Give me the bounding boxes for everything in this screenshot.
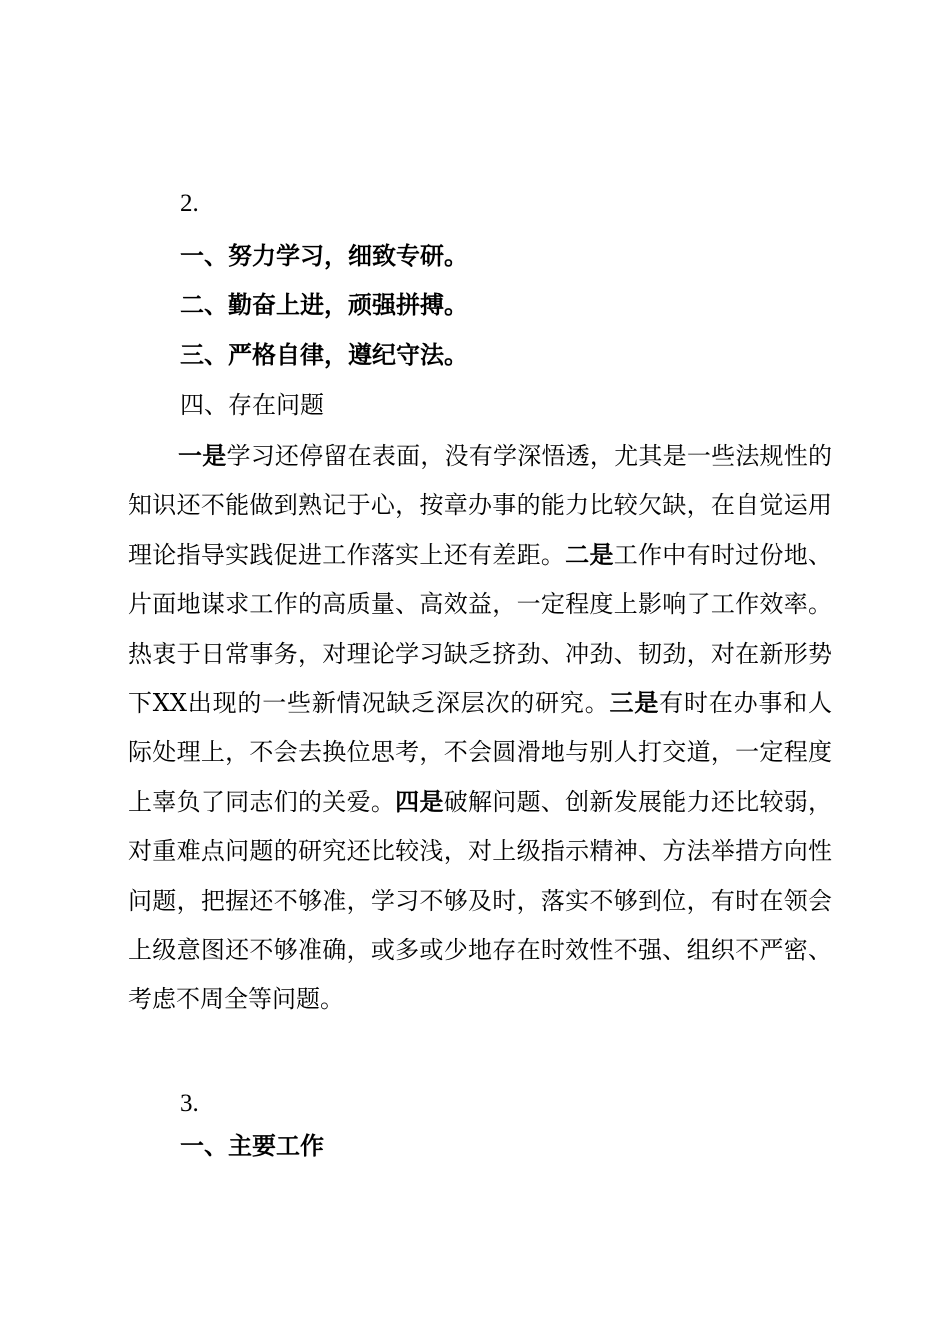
point-4-marker: 四是 (395, 787, 444, 816)
heading-main-work: 一、主要工作 (180, 1132, 324, 1160)
heading-problems: 四、存在问题 (180, 391, 324, 419)
point-2-marker: 二是 (565, 540, 614, 569)
heading-study: 一、努力学习，细致专研。 (180, 242, 468, 270)
point-1-text: 学习还停留在表面，没有学深悟透，尤其是一些法规性的知识还不能做到熟记于心，按章办事的能力比较欠缺，在自觉运用理论指导实践促进工作落实上还有差距。 (128, 442, 833, 569)
heading-diligence: 二、勤奋上进，顽强拼搏。 (180, 291, 468, 319)
section-number-2: 2. (180, 190, 199, 217)
section-number-3: 3. (180, 1090, 199, 1117)
problems-paragraph (128, 432, 832, 1025)
point-2-text: 工作中有时过份地、片面地谋求工作的高质量、高效益，一定程度上影响了工作效率。热衷于日常事务，对理论学习缺乏挤劲、冲劲、韧劲，对在新形势下XX出现的一些新情况缺乏深层次的研究。 (128, 540, 833, 718)
point-1-marker: 一是 (178, 442, 227, 470)
heading-discipline: 三、严格自律，遵纪守法。 (180, 341, 468, 369)
point-3-text: 有时在办事和人际处理上，不会去换位思考，不会圆滑地与别人打交道，一定程度上辜负了同志们的关爱。 (128, 689, 833, 816)
point-4-text: 破解问题、创新发展能力还比较弱，对重难点问题的研究还比较浅，对上级指示精神、方法举措方向性问题，把握还不够准，学习不够及时，落实不够到位，有时在领会上级意图还不够准确，或多或少地存在时效性不强、组织不严密、考虑不周全等问题。 (128, 787, 833, 1014)
point-3-marker: 三是 (609, 689, 660, 718)
